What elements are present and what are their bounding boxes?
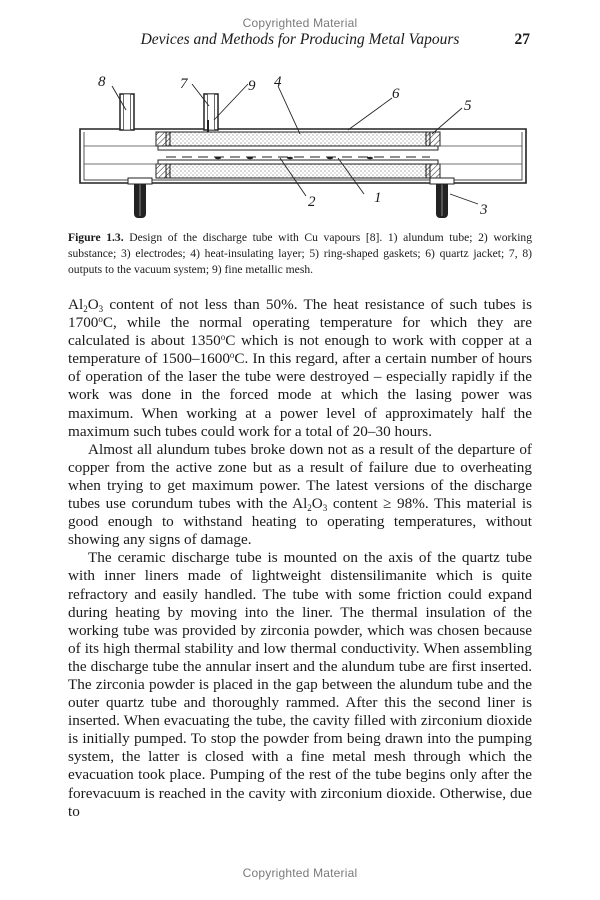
ring-gasket-right-top xyxy=(426,132,440,146)
discharge-tube-diagram xyxy=(68,70,536,225)
running-title: Devices and Methods for Producing Metal Vapours xyxy=(140,31,460,48)
watermark-top: Copyrighted Material xyxy=(242,16,358,30)
caption-label: Figure 1.3. xyxy=(68,231,124,244)
label-5: 5 xyxy=(464,98,472,114)
watermark-bottom: Copyrighted Material xyxy=(242,866,358,880)
ring-gasket-left-top xyxy=(156,132,170,146)
p1-text-f: C. In this regard, after a certain number of hours of operation of the laser the tube were destroyed – especially rapidly if the work was done in the forced mode at which the lasing power was maximum. When working at a power level of approximately half the maximum such tubes could work for a total of 20–30 hours. xyxy=(68,350,532,440)
ring-gasket-left-bottom xyxy=(156,164,170,178)
paragraph-1 xyxy=(68,296,532,441)
electrode-left xyxy=(128,178,152,218)
paragraph-3: The ceramic discharge tube is mounted on the axis of the quartz tube with inner liners made of lightweight distensilimanite which is quite refractory and easily handled. The tube with some friction could expand during heating by moving into the liner. The thermal insulation of the working tube was provided by zirconia powder, which was chosen because of its high thermal stability and low thermal conductivity. When assembling the discharge tube the annular insert and the alundum tube are first inserted. The zirconia powder is placed in the gap between the alundum tube and the outer quartz tube and thoroughly rammed. After this the second liner is inserted. When evacuating the tube, the cavity filled with zirconium dioxide is initially pumped. To stop the powder from being drawn into the pumping system, the latter is closed with a fine metal mesh through which the evacuation took place. Pumping of the rest of the tube begins only after the forevacuum is reached in the cavity with zirconium dioxide. Otherwise, due to xyxy=(68,549,532,820)
p1-subscript-2: 3 xyxy=(98,304,104,314)
p1-text-d: C, while the normal operating temperature for which they are calculated is about 1350 xyxy=(68,314,532,350)
heat-insulating-layer-top xyxy=(166,132,430,146)
p2-text-a: Almost all alundum tubes broke down not as a result of the departure of copper from the active zone but as a result of failure due to overheating when trying to get maximum power. The latest versions of the discharge tubes use corundum tubes with the Al xyxy=(68,440,532,513)
running-header xyxy=(0,31,600,51)
p1-text-e: C which is not enough to work with copper at a temperature of 1500–1600 xyxy=(68,332,532,368)
p2-text-c: content ≥ 98%. This material is good enough to withstand heating to operating temperatures, without showing any signs of damage. xyxy=(68,495,532,549)
vacuum-outlet-8 xyxy=(120,94,134,130)
vacuum-outlet-7 xyxy=(204,94,218,130)
label-1: 1 xyxy=(374,190,382,206)
discharge-tube-figure xyxy=(68,70,536,225)
p1-text-a: Al xyxy=(68,296,84,313)
p1-degree-1: o xyxy=(98,314,103,325)
label-2: 2 xyxy=(308,194,316,210)
label-7: 7 xyxy=(180,76,188,92)
p2-text-b: O xyxy=(311,495,323,513)
paragraph-2 xyxy=(68,441,532,550)
electrode-right xyxy=(430,178,454,218)
p1-text-c: content of not less than 50%. The heat resistance of such tubes is 1700 xyxy=(68,296,532,332)
alundum-tube-top-wall xyxy=(158,146,438,150)
figure-caption xyxy=(68,230,532,278)
heat-insulating-layer-bottom xyxy=(166,164,430,178)
p1-degree-3: o xyxy=(229,350,235,361)
label-9: 9 xyxy=(248,78,256,94)
label-6: 6 xyxy=(392,86,400,102)
ring-gasket-right-bottom xyxy=(426,164,440,178)
caption-text: Design of the discharge tube with Cu vapours [8]. 1) alundum tube; 2) working substance; 3) electrodes; 4) heat-insulating layer; 5) ring-shaped gaskets; 6) quartz jacket; 7, 8) outputs to the vacuum system; 9) fine metallic mesh. xyxy=(68,231,533,276)
label-8: 8 xyxy=(98,74,106,90)
p1-subscript-1: 2 xyxy=(83,304,88,314)
label-3: 3 xyxy=(480,202,488,218)
body-text xyxy=(68,296,532,821)
p2-subscript-2: 3 xyxy=(322,503,328,514)
label-4: 4 xyxy=(274,74,282,90)
p1-degree-2: o xyxy=(220,332,226,343)
alundum-tube-bottom-wall xyxy=(158,160,438,164)
page-number: 27 xyxy=(514,31,530,48)
p2-subscript-1: 2 xyxy=(307,503,312,514)
p1-text-b: O xyxy=(87,296,99,313)
